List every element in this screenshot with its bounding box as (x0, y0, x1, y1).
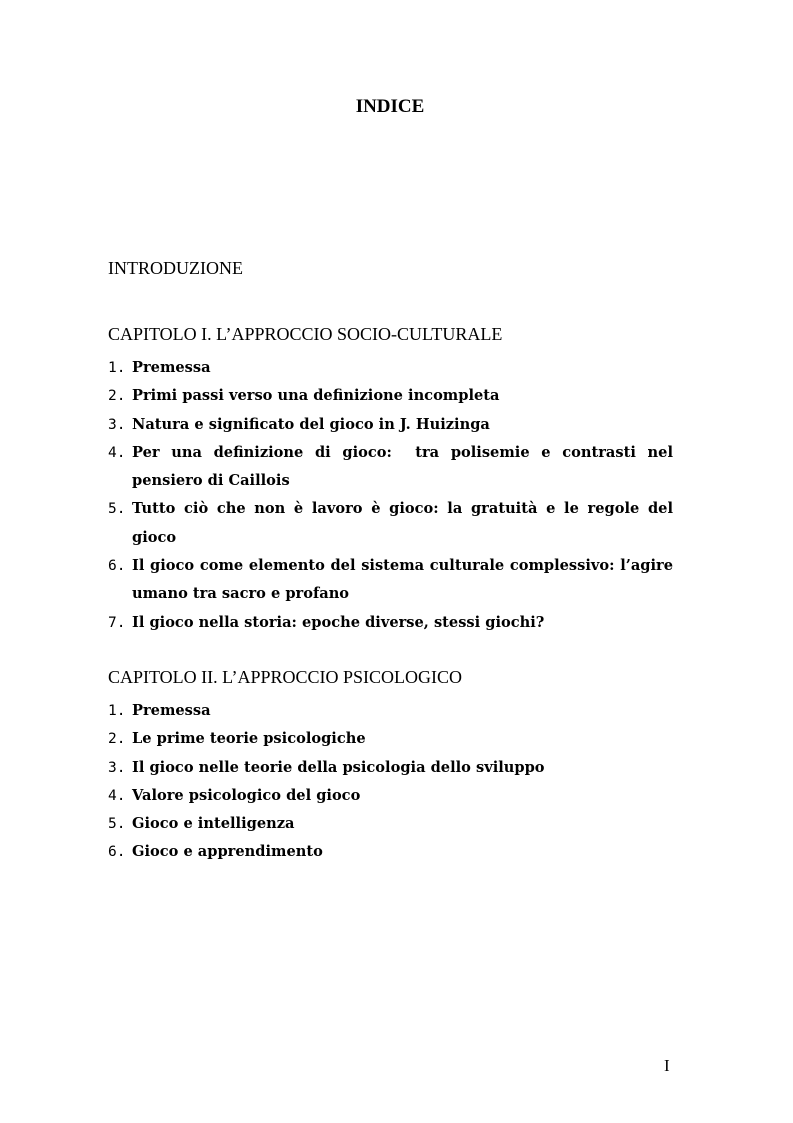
toc-entry (108, 810, 673, 838)
toc-entry-title: Gioco e intelligenza (132, 815, 295, 833)
toc-entry (108, 382, 673, 410)
toc-entry-title: Valore psicologico del gioco (132, 786, 361, 804)
toc-entry-number: 3. (108, 416, 126, 433)
toc-entry-title: Le prime teorie psicologiche (132, 730, 366, 748)
toc-entry-title: Il gioco come elemento del sistema culturale complessivo: l’agire umano tra sacro e profano (132, 557, 673, 603)
toc-entry-title: Per una definizione di gioco: tra polisemie e contrasti nel pensiero di Caillois (132, 443, 679, 490)
toc-entry (108, 609, 673, 637)
toc-entry-title: Natura e significato del gioco in J. Huizinga (132, 415, 490, 433)
toc-entry-number: 6. (108, 844, 126, 861)
toc-entry-number: 6. (108, 558, 126, 575)
toc-entry-number: 5. (108, 501, 126, 518)
chapter-2-title: CAPITOLO II. L’APPROCCIO PSICOLOGICO (108, 667, 463, 687)
toc-entry-number: 4. (108, 787, 126, 804)
toc-entry (108, 697, 673, 725)
toc-entry-number: 1. (108, 703, 126, 719)
toc-entry-number: 7. (108, 614, 126, 631)
toc-entry-title: Premessa (132, 359, 211, 376)
page-number: I (664, 1056, 670, 1075)
toc-entry-number: 2. (108, 731, 126, 748)
toc-entry-number: 4. (108, 444, 126, 461)
toc-entry-title: Premessa (132, 702, 211, 719)
toc-entry-title: Gioco e apprendimento (132, 843, 323, 861)
toc-entry (108, 439, 679, 496)
chapter-1 (108, 322, 679, 637)
toc-entry-title: Tutto ciò che non è lavoro è gioco: la gratuità e le regole del gioco (132, 500, 673, 546)
toc-entry-title: Il gioco nella storia: epoche diverse, stessi giochi? (132, 613, 545, 631)
chapter-1-title: CAPITOLO I. L’APPROCCIO SOCIO-CULTURALE (108, 324, 503, 344)
toc-entry-number: 2. (108, 388, 126, 405)
toc-entry (108, 725, 673, 753)
toc-entry (108, 495, 673, 552)
chapter-2 (108, 665, 673, 867)
toc-entry (108, 838, 673, 866)
toc-entry-title: Primi passi verso una definizione incompleta (132, 387, 500, 405)
toc-entry (108, 552, 673, 609)
toc-entry-number: 5. (108, 816, 126, 833)
page-title: INDICE (355, 96, 425, 117)
toc-entry (108, 411, 673, 439)
introduction-heading: INTRODUZIONE (108, 258, 243, 278)
toc-entry-number: 1. (108, 360, 126, 376)
toc-entry (108, 782, 673, 810)
toc-entry-title: Il gioco nelle teorie della psicologia dello sviluppo (132, 758, 545, 776)
toc-entry (108, 354, 673, 382)
toc-entry (108, 754, 673, 782)
toc-entry-number: 3. (108, 759, 126, 776)
